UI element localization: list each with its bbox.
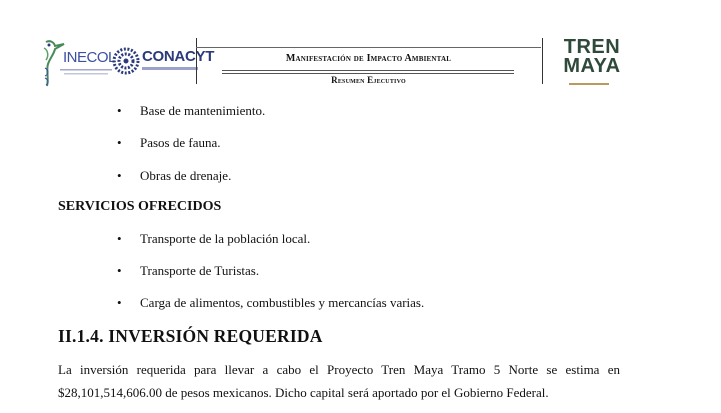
bullet-marker: • bbox=[117, 103, 122, 118]
investment-paragraph-line1: La inversión requerida para llevar a cabo el Proyecto Tren Maya Tramo 5 Norte se estima en bbox=[58, 362, 620, 377]
list-item-text: Carga de alimentos, combustibles y mercancías varias. bbox=[140, 295, 425, 310]
list-item-text: Transporte de Turistas. bbox=[140, 263, 260, 278]
list-item-text: Obras de drenaje. bbox=[140, 168, 232, 183]
tren-maya-accent-bar bbox=[569, 83, 609, 85]
page-header bbox=[0, 0, 721, 95]
bullet-marker: • bbox=[117, 295, 122, 310]
list-item-text: Transporte de la población local. bbox=[140, 231, 311, 246]
conacyt-logo bbox=[112, 44, 215, 80]
header-rule bbox=[196, 47, 541, 48]
header-double-rule-bottom bbox=[222, 73, 514, 74]
bullet-marker: • bbox=[117, 231, 122, 246]
document-subtitle: Resumen Ejecutivo bbox=[331, 75, 406, 85]
tren-maya-logo-line2: MAYA bbox=[563, 55, 621, 77]
bullet-marker: • bbox=[117, 135, 122, 150]
tren-maya-logo-line1: TREN bbox=[563, 36, 621, 58]
bullet-marker: • bbox=[117, 168, 122, 183]
investment-paragraph-line2: $28,101,514,606.00 de pesos mexicanos. Dicho capital será aportado por el Gobierno Federal. bbox=[58, 385, 549, 400]
tren-maya-logo bbox=[556, 38, 628, 76]
document-title: Manifestación de Impacto Ambiental bbox=[285, 53, 452, 64]
conacyt-emblem-icon bbox=[112, 47, 140, 75]
list-item-text: Pasos de fauna. bbox=[140, 135, 221, 150]
inecol-wordmark: INECOL bbox=[63, 49, 116, 66]
section-heading-investment: II.1.4. INVERSIÓN REQUERIDA bbox=[58, 326, 323, 346]
header-double-rule-top bbox=[222, 70, 514, 71]
inecol-logo bbox=[40, 38, 116, 88]
list-item-text: Base de mantenimiento. bbox=[140, 103, 266, 118]
inecol-tagline-graphic bbox=[60, 68, 112, 76]
section-heading-services: SERVICIOS OFRECIDOS bbox=[58, 199, 222, 214]
conacyt-wordmark: CONACYT bbox=[142, 48, 215, 65]
bullet-marker: • bbox=[117, 263, 122, 278]
conacyt-tagline-graphic bbox=[142, 67, 198, 70]
